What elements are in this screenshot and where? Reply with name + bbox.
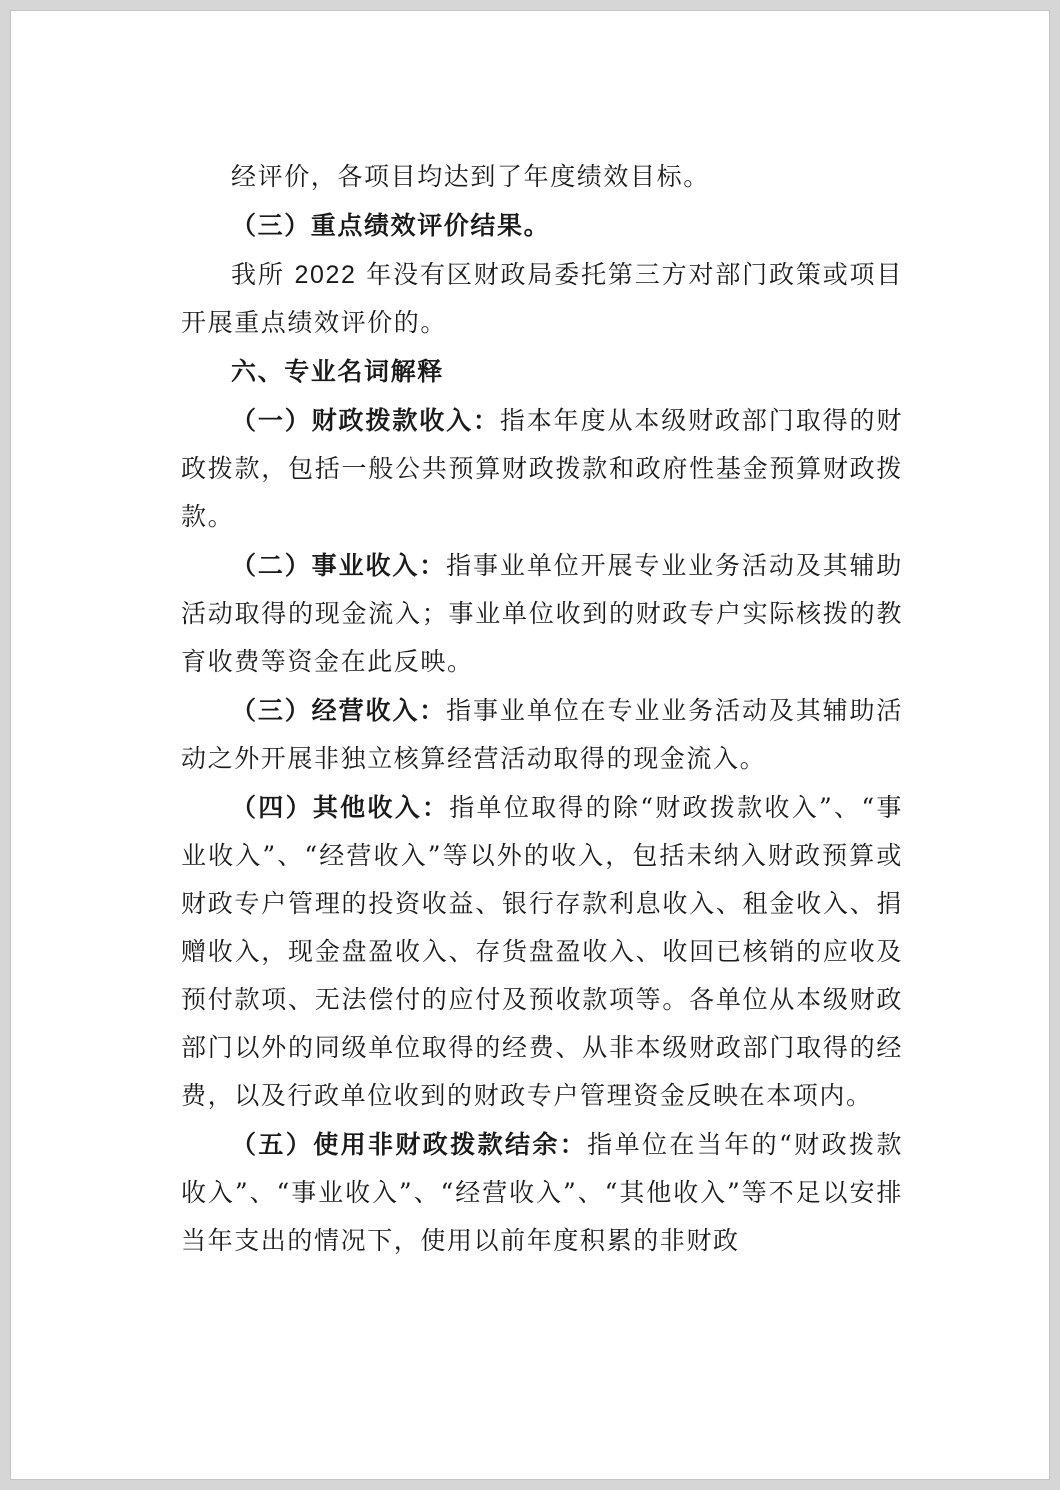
section-heading-terms <box>181 348 903 396</box>
term-business-income <box>181 542 903 686</box>
term-definition: 指单位在当年的“财政拨款收入”、“事业收入”、“经营收入”、“其他收入”等不足以安排当年支出的情况下，使用以前年度积累的非财政 <box>181 1130 903 1255</box>
paragraph-evaluation-statement <box>181 251 903 347</box>
term-definition: 指本年度从本级财政部门取得的财政拨款，包括一般公共预算财政拨款和政府性基金预算财政拨款。 <box>181 406 903 531</box>
term-label: （三）经营收入： <box>231 696 447 725</box>
term-definition: 指单位取得的除“财政拨款收入”、“事业收入”、“经营收入”等以外的收入，包括未纳入财政预算或财政专户管理的投资收益、银行存款利息收入、租金收入、捐赠收入，现金盘盈收入、存货盘盈收入、收回已核销的应收及预付款项、无法偿付的应付及预收款项等。各单位从本级财政部门以外的同级单位取得的经费、从非本级财政部门取得的经费，以及行政单位收到的财政专户管理资金反映在本项内。 <box>181 793 903 1110</box>
subheading-text: （三）重点绩效评价结果。 <box>231 211 551 240</box>
document-body <box>181 153 903 1265</box>
term-label: （一）财政拨款收入： <box>231 406 500 435</box>
term-definition: 指事业单位在专业业务活动及其辅助活动之外开展非独立核算经营活动取得的现金流入。 <box>181 696 903 773</box>
paragraph-continuation <box>181 153 903 201</box>
subheading-key-evaluation <box>181 202 903 250</box>
section-heading-text: 六、专业名词解释 <box>231 357 444 386</box>
term-fiscal-appropriation <box>181 397 903 541</box>
paragraph-text: 经评价，各项目均达到了年度绩效目标。 <box>231 162 710 191</box>
term-other-income <box>181 784 903 1120</box>
term-label: （二）事业收入： <box>231 551 447 580</box>
document-page <box>10 10 1050 1480</box>
term-label: （四）其他收入： <box>231 793 450 822</box>
term-label: （五）使用非财政拨款结余： <box>231 1130 588 1159</box>
paragraph-text-post: 年没有区财政局委托第三方对部门政策或项目开展重点绩效评价的。 <box>181 260 903 337</box>
year-number: 2022 <box>294 261 357 289</box>
term-definition: 指事业单位开展专业业务活动及其辅助活动取得的现金流入；事业单位收到的财政专户实际核拨的教育收费等资金在此反映。 <box>181 551 903 676</box>
paragraph-text-pre: 我所 <box>231 260 295 289</box>
term-non-fiscal-surplus <box>181 1121 903 1265</box>
term-operating-income <box>181 687 903 783</box>
